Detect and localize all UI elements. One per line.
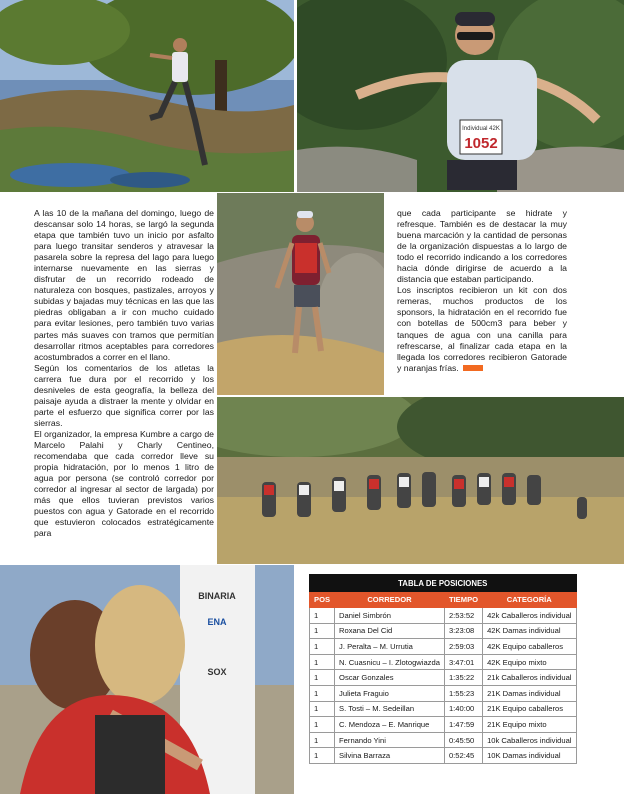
cell-tiempo: 1:40:00 xyxy=(444,701,482,717)
column-header-tiempo: TIEMPO xyxy=(444,592,482,608)
photo-runner-trail-image xyxy=(217,193,384,395)
cell-corredor: Daniel Simbrón xyxy=(335,608,445,624)
cell-corredor: Oscar Gonzales xyxy=(335,670,445,686)
cell-tiempo: 2:59:03 xyxy=(444,639,482,655)
cell-pos: 1 xyxy=(310,748,335,764)
column-header-categoria: CATEGORÍA xyxy=(483,592,576,608)
photo-runners-line-image xyxy=(217,397,624,564)
banner-sponsor-1: BINARIA xyxy=(198,591,236,601)
article-paragraph-5: Los inscriptos recibieron un kit con dos remeras, muchos productos de los sponsors, la hidratación en el recorrido fue con botellas de 500cm3 para beber y tanques de agua con una canilla para refrescarse, al finalizar cada etapa en la llegada los corredores recibieron Gatorade y naranjas frías. xyxy=(397,285,567,373)
cell-pos: 1 xyxy=(310,732,335,748)
table-row xyxy=(310,623,577,639)
photo-runners-line xyxy=(217,397,624,564)
cell-corredor: N. Cuasnicu – I. Zlotogwiazda xyxy=(335,654,445,670)
cell-categoria: 21k Caballeros individual xyxy=(483,670,576,686)
column-header-corredor: CORREDOR xyxy=(335,592,445,608)
article-paragraph-3: El organizador, la empresa Kumbre a cargo de Marcelo Palahi y Charly Centineo, recomendaba que cada corredor lleve su propia hidratación, por lo menos 1 litro de agua por persona (se controló corredor por corredor al ingresar al sector de largada) por más que ellos tuvieran previstos varios puestos con agua y Gatorade en el recorrido que estuvieron colocados estratégicamente para xyxy=(34,428,214,539)
cell-tiempo: 0:52:45 xyxy=(444,748,482,764)
column-header-pos: POS xyxy=(310,592,335,608)
cell-categoria: 42K Damas individual xyxy=(483,623,576,639)
bib-number: 1052 xyxy=(464,135,498,152)
cell-corredor: Silvina Barraza xyxy=(335,748,445,764)
cell-tiempo: 2:53:52 xyxy=(444,608,482,624)
cell-corredor: Roxana Del Cid xyxy=(335,623,445,639)
cell-categoria: 10K Damas individual xyxy=(483,748,576,764)
table-row xyxy=(310,701,577,717)
article-column-1 xyxy=(34,208,214,539)
bib-category-label: Individual 42K xyxy=(462,126,500,132)
cell-tiempo: 1:55:23 xyxy=(444,685,482,701)
banner-sponsor-2: ENA xyxy=(207,617,227,627)
cell-categoria: 42k Caballeros individual xyxy=(483,608,576,624)
cell-tiempo: 3:47:01 xyxy=(444,654,482,670)
cell-tiempo: 3:23:08 xyxy=(444,623,482,639)
cell-categoria: 10k Caballeros individual xyxy=(483,732,576,748)
results-table xyxy=(309,574,577,764)
cell-pos: 1 xyxy=(310,717,335,733)
photo-runner-stream xyxy=(0,0,294,192)
cell-categoria: 42K Equipo mixto xyxy=(483,654,576,670)
cell-corredor: J. Peralta – M. Urrutia xyxy=(335,639,445,655)
banner-sponsor-3: SOX xyxy=(207,667,227,677)
table-row xyxy=(310,685,577,701)
cell-categoria: 42K Equipo caballeros xyxy=(483,639,576,655)
article-column-2 xyxy=(397,208,567,374)
cell-pos: 1 xyxy=(310,639,335,655)
cell-corredor: Fernando Yini xyxy=(335,732,445,748)
photo-runner-stream-image xyxy=(0,0,294,192)
cell-tiempo: 1:35:22 xyxy=(444,670,482,686)
photo-runners-hug-image xyxy=(0,565,294,794)
cell-corredor: Julieta Fraguio xyxy=(335,685,445,701)
cell-pos: 1 xyxy=(310,670,335,686)
cell-categoria: 21K Equipo mixto xyxy=(483,717,576,733)
table-row xyxy=(310,717,577,733)
cell-tiempo: 1:47:59 xyxy=(444,717,482,733)
photo-runner-trail xyxy=(217,193,384,395)
article-paragraph-4: que cada participante se hidrate y refresque. También es de destacar la muy buena marcación y la cantidad de personas de la organización dispuestas a lo largo de todo el recorrido indicando a los corredores hacia dónde dirigirse de acuerdo a la distancia que estaban participando. xyxy=(397,208,567,285)
cell-pos: 1 xyxy=(310,608,335,624)
table-row xyxy=(310,670,577,686)
cell-pos: 1 xyxy=(310,701,335,717)
cell-tiempo: 0:45:50 xyxy=(444,732,482,748)
end-of-article-mark xyxy=(463,365,483,371)
cell-corredor: S. Tosti – M. Sedeillan xyxy=(335,701,445,717)
cell-categoria: 21K Equipo caballeros xyxy=(483,701,576,717)
cell-pos: 1 xyxy=(310,685,335,701)
cell-pos: 1 xyxy=(310,623,335,639)
table-row xyxy=(310,654,577,670)
cell-corredor: C. Mendoza – E. Manrique xyxy=(335,717,445,733)
results-table-title: TABLA DE POSICIONES xyxy=(310,575,577,592)
cell-categoria: 21K Damas individual xyxy=(483,685,576,701)
table-row xyxy=(310,748,577,764)
photo-runner-rocks xyxy=(297,0,624,192)
article-paragraph-2: Según los comentarios de los atletas la carrera fue dura por el recorrido y los desniveles de esta geografía, la belleza del paisaje ayuda a distraer la mente y olvidar en parte el esfuerzo que significa correr por las sierras. xyxy=(34,362,214,428)
photo-runner-rocks-image xyxy=(297,0,624,192)
cell-pos: 1 xyxy=(310,654,335,670)
article-paragraph-1: A las 10 de la mañana del domingo, luego de descansar solo 14 horas, se largó la segunda etapa que también tuvo un inicio por asfalto para luego transitar senderos y atravesar la pasarela sobre la represa del lago para luego internarse nuevamente en las sierras y disfrutar de un recorrido rodeado de naturaleza con bosques, pastizales, arroyos y subidas y bajadas muy técnicas en las que las piedras obligaban a ir con mucho cuidado para evitar lesiones, pero también tuvo varias partes más suaves con tramos que permitían desarrollar ritmos aceptables para corredores acostumbrados a correr en el llano. xyxy=(34,208,214,362)
table-row xyxy=(310,608,577,624)
table-row xyxy=(310,639,577,655)
table-row xyxy=(310,732,577,748)
photo-runners-hug xyxy=(0,565,294,794)
